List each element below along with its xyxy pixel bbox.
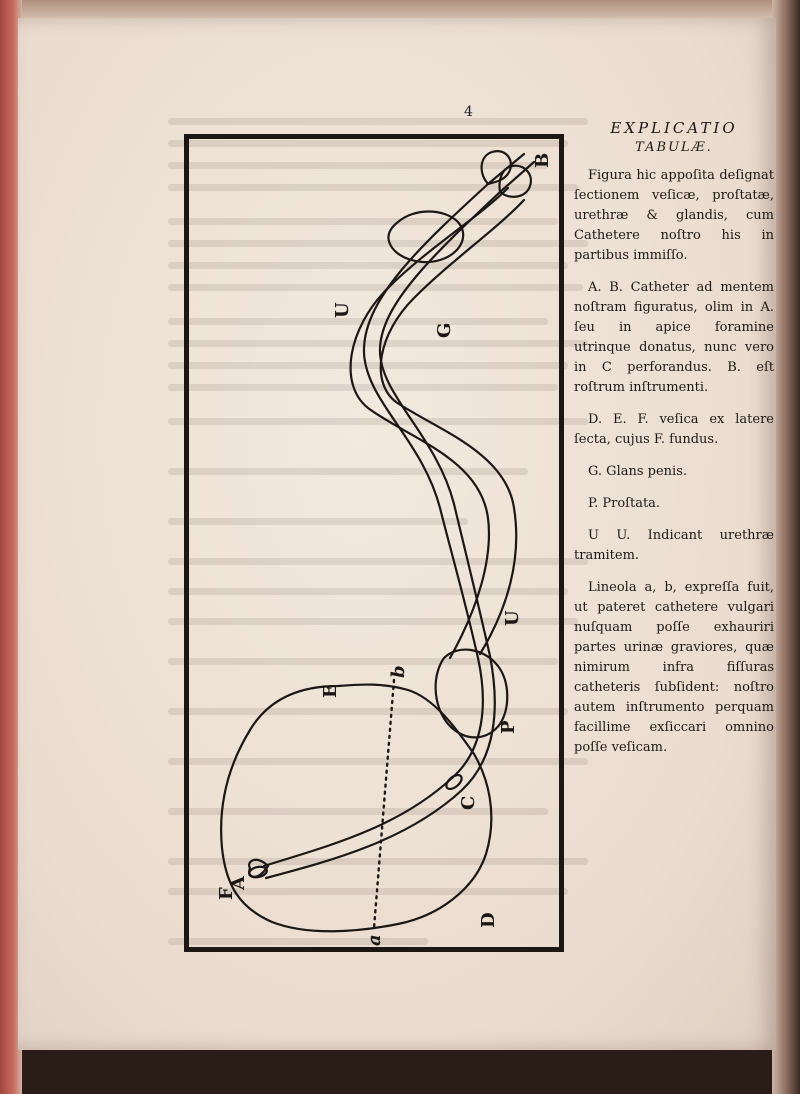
catheter-upper <box>264 184 488 866</box>
explanation-paragraph-urethra: U U. Indicant urethræ tramitem. <box>574 528 774 563</box>
plate-label-P: P <box>498 720 519 734</box>
plate-label-E: E <box>320 684 341 698</box>
plate-label-b: b <box>388 665 409 678</box>
plate-label-A: A <box>228 876 249 890</box>
plate-label-D: D <box>478 912 499 928</box>
plate-label-F: F <box>216 887 237 900</box>
plate-label-C: C <box>458 795 479 810</box>
explanation-paragraph-glans: G. Glans penis. <box>588 464 688 479</box>
page-mark: 4 <box>464 104 473 120</box>
plate-label-U-upper: U <box>332 302 353 318</box>
explanation-column <box>574 118 774 770</box>
plate-label-B: B <box>532 152 553 168</box>
explanation-paragraph-figure: Figura hic appoſita deſignat ſectionem veſicæ, proſtatæ, urethræ & glandis, cum Cathetere noſtro his in partibus immiſſo. <box>574 168 774 263</box>
explanation-paragraph-lineola: Lineola a, b, expreſſa fuit, ut pateret cathetere vulgari nuſquam poſſe exhauriri partes urinæ graviores, quæ nimirum infra fiſſuras catheteris ſubſident: noſtro autem inſtrumento perquam facillime exſiccari omnino poſſe veſicam. <box>574 580 774 755</box>
explanation-paragraph-catheter: A. B. Catheter ad mentem noſtram figuratus, olim in A. ſeu in apice foramine utrinque donatus, nunc vero in C perforandus. B. eſt roſtrum inſtrumenti. <box>574 280 774 395</box>
book-page <box>18 18 776 1050</box>
plate-label-a: a <box>364 934 385 946</box>
explanation-paragraph-vesica: D. E. F. veſica ex latere ſecta, cujus F. fundus. <box>574 412 774 447</box>
plate-label-U-lower: U <box>502 610 523 626</box>
bladder-outline <box>221 685 491 932</box>
catheter-eye-C <box>444 772 464 791</box>
page-stack-edge <box>772 0 800 1094</box>
anatomical-plate <box>184 134 564 952</box>
explanation-subtitle: TABULÆ. <box>635 140 713 155</box>
explanation-paragraph-prostata: P. Proſtata. <box>588 496 661 511</box>
urethra-outer-upper <box>351 188 508 658</box>
explanation-title: EXPLICATIO <box>610 119 738 137</box>
plate-engraving <box>188 138 560 948</box>
prostate-outline <box>436 650 508 738</box>
plate-label-G: G <box>434 322 455 338</box>
lineola-a-b <box>374 680 394 928</box>
